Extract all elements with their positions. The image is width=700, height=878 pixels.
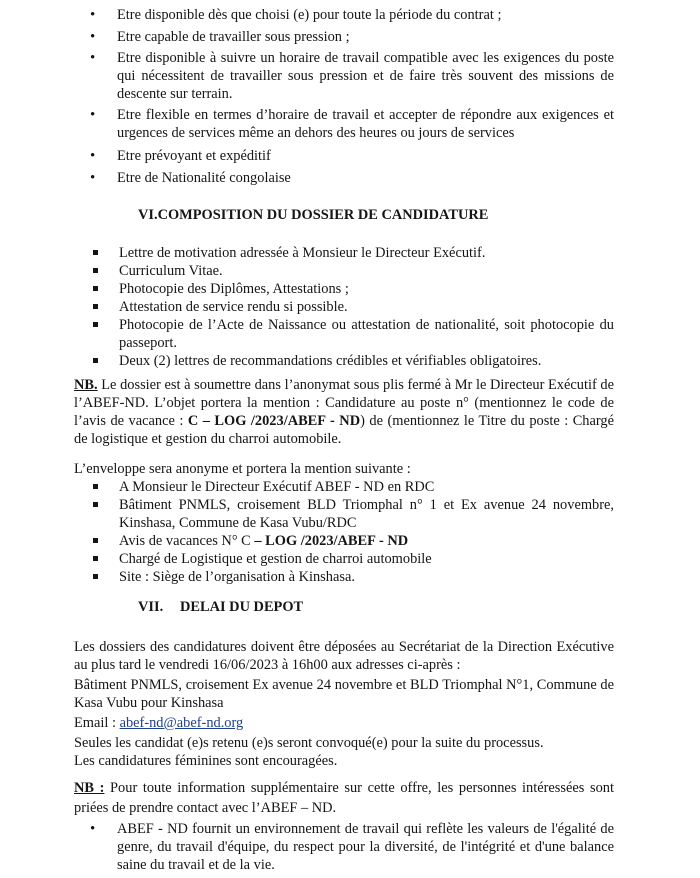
values-list (74, 820, 614, 874)
section-7-number: VII. (138, 599, 164, 615)
list-item: • ABEF - ND fournit un environnement de travail qui reflète les valeurs de l'égalité de genre, du travail d'équipe, du respect pour la diversité, de l'intégrité et d'une balance saine du travail et de la vie. (74, 820, 614, 874)
list-item: • Etre disponible dès que choisi (e) pour toute la période du contrat ; (74, 6, 614, 24)
list-item: Photocopie des Diplômes, Attestations ; (74, 280, 614, 298)
nb-label: NB. (74, 377, 98, 393)
section-6-title: VI.COMPOSITION DU DOSSIER DE CANDIDATURE (138, 207, 489, 223)
nb2-label: NB : (74, 780, 105, 796)
list-item: Lettre de motivation adressée à Monsieur le Directeur Exécutif. (74, 244, 614, 262)
nb2-text: Pour toute information supplémentaire sur cette offre, les personnes intéressées sont priées de prendre contact avec l’ABEF – ND. (74, 780, 614, 816)
selection-note: Seules les candidat (e)s retenu (e)s seront convoqué(e) pour la suite du processus. (74, 735, 544, 751)
vacancy-prefix: Avis de vacances N° C (119, 533, 255, 549)
vacancy-code: – LOG /2023/ABEF - ND (254, 533, 409, 549)
encouragement-note: Les candidatures féminines sont encouragées. (74, 753, 338, 769)
email-label: Email : (74, 715, 120, 731)
list-item: • Etre disponible à suivre un horaire de travail compatible avec les exigences du poste qui nécessitent de travailler sous pression et de faire très souvent des missions de descente sur terrain. (74, 49, 614, 103)
envelope-list (74, 478, 614, 586)
list-item: • Etre prévoyant et expéditif (74, 147, 614, 165)
list-item: • Etre flexible en termes d’horaire de travail et accepter de répondre aux exigences et urgences de services même an dehors des heures ou jours de services (74, 106, 614, 142)
list-item: Chargé de Logistique et gestion de charroi automobile (74, 550, 614, 568)
nb-paragraph (74, 376, 614, 448)
position-code: C – LOG /2023/ABEF - ND (187, 413, 361, 429)
section-7-title: DELAI DU DEPOT (180, 599, 304, 615)
deadline-block (74, 638, 614, 770)
nb2-paragraph (74, 778, 614, 818)
list-item: Attestation de service rendu si possible. (74, 298, 614, 316)
list-item: Deux (2) lettres de recommandations crédibles et vérifiables obligatoires. (74, 352, 614, 370)
email-link[interactable]: abef-nd@abef-nd.org (119, 715, 244, 731)
list-item (74, 532, 614, 550)
email-line (74, 714, 614, 732)
nb-text: ) de (mentionnez le Titre du poste : Chargé de logistique et gestion du charroi automobile. (74, 413, 614, 447)
requirements-list (74, 6, 614, 187)
list-item: • Etre de Nationalité congolaise (74, 169, 614, 187)
nb-text: Le dossier est à soumettre dans l’anonymat sous plis fermé à Mr le Directeur Exécutif de l’ABEF-ND. L’objet portera la mention : Candidature au poste n° (mentionnez le code de l’avis de vacance : (74, 377, 614, 429)
address-text: Bâtiment PNMLS, croisement Ex avenue 24 novembre et BLD Triomphal N°1, Commune de Kasa Vubu pour Kinshasa (74, 677, 614, 711)
deadline-text: Les dossiers des candidatures doivent être déposées au Secrétariat de la Direction Exécutive au plus tard le vendredi 16/06/2023 à 16h00 aux adresses ci-après : (74, 639, 614, 673)
dossier-list (74, 244, 614, 370)
list-item: • Etre capable de travailler sous pression ; (74, 28, 614, 46)
list-item: Curriculum Vitae. (74, 262, 614, 280)
list-item: Site : Siège de l’organisation à Kinshasa. (74, 568, 614, 586)
list-item: Photocopie de l’Acte de Naissance ou attestation de nationalité, soit photocopie du passeport. (74, 316, 614, 352)
envelope-intro: L’enveloppe sera anonyme et portera la mention suivante : (74, 461, 411, 477)
list-item: A Monsieur le Directeur Exécutif ABEF - ND en RDC (74, 478, 614, 496)
list-item: Bâtiment PNMLS, croisement BLD Triomphal n° 1 et Ex avenue 24 novembre, Kinshasa, Commune de Kasa Vubu/RDC (74, 496, 614, 532)
